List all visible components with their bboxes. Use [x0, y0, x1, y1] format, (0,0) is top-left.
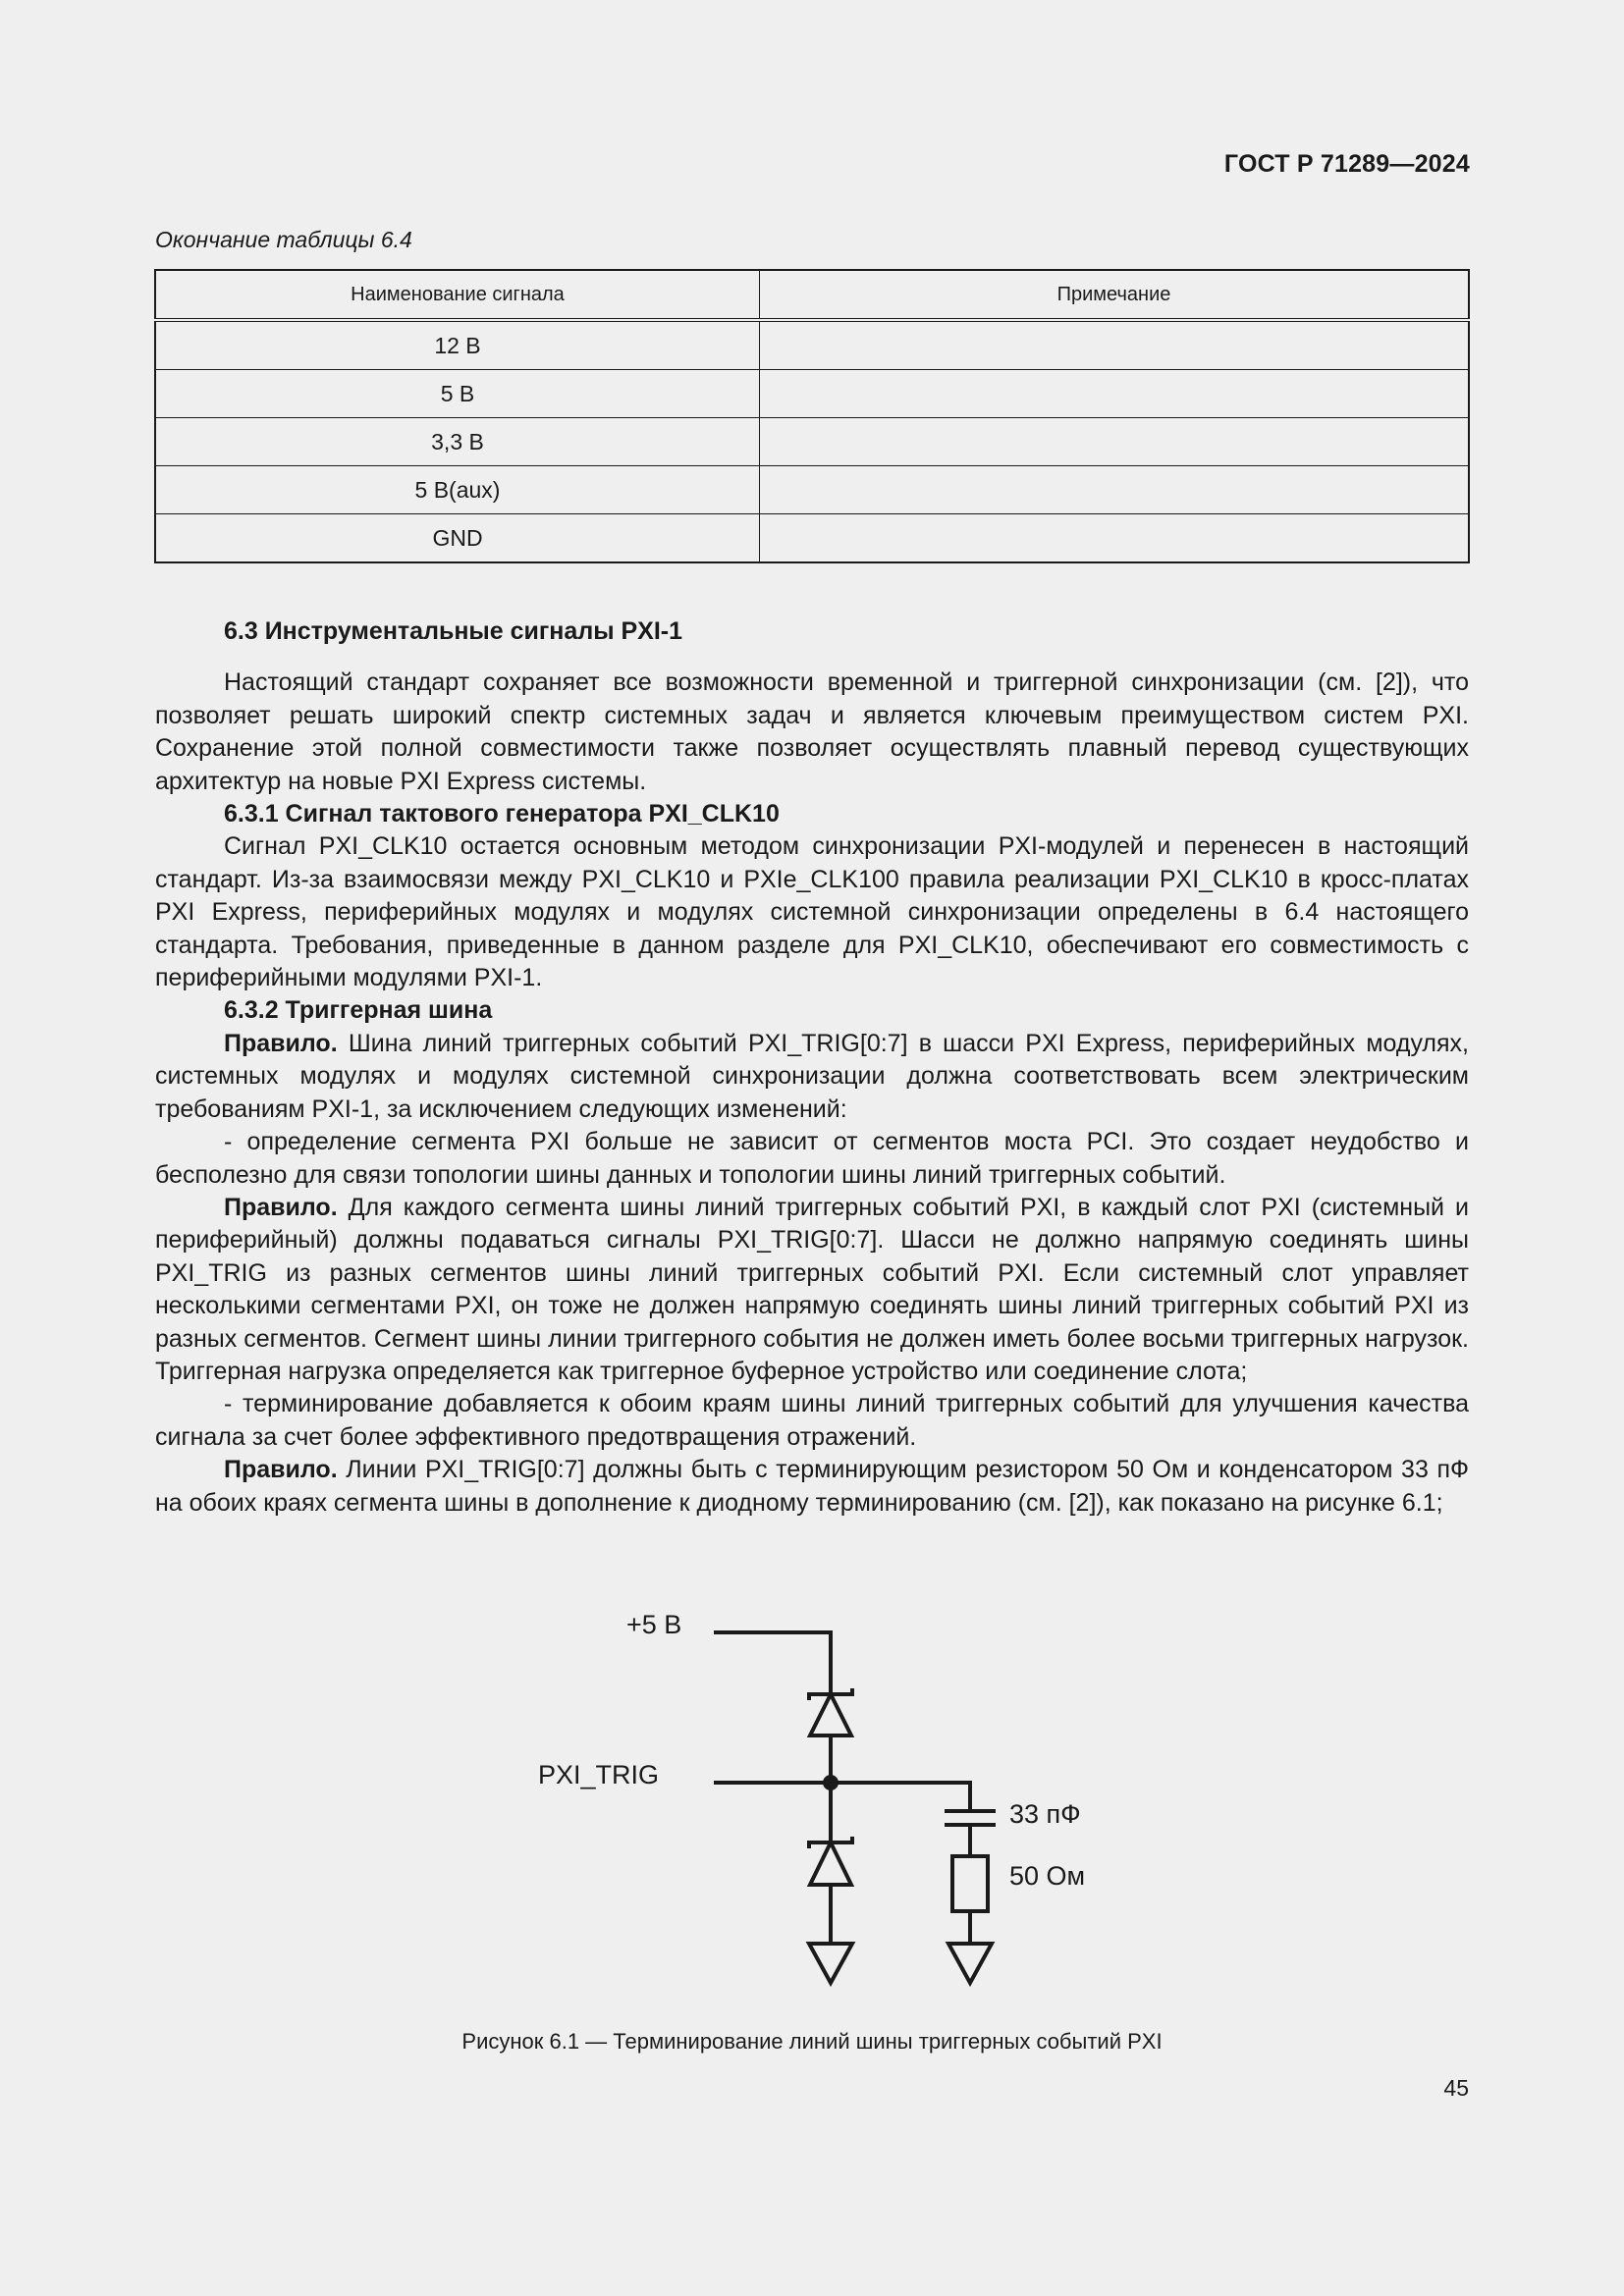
note-cell [760, 418, 1470, 466]
document-code: ГОСТ Р 71289—2024 [1223, 150, 1470, 178]
column-header-signal: Наименование сигнала [155, 270, 760, 320]
lower-diode-symbol [810, 1842, 851, 1885]
subsection-text-clk10: Сигнал PXI_CLK10 остается основным методом синхронизации PXI-модулей и перенесен в настоящий стандарт. Из-за взаимосвязи между PXI_CLK10 и PXIe_CLK100 правила реализации PXI_CLK10 в кросс-платах PXI Express, периферийных модулях и модулях системной синхронизации определены в 6.4 настоящего стандарта. Требования, приведенные в данном разделе для PXI_CLK10, обеспечивают его совместимость с периферийными модулями PXI-1. [155, 832, 1469, 992]
rule-text: Для каждого сегмента шины линий триггерных событий PXI, в каждый слот PXI (системный и периферийный) должны подаваться сигналы PXI_TRIG[0:7]. Шасси не должно напрямую соединять шины PXI_TRIG из разных сегментов шины линий триггерных событий PXI. Если системный слот управляет несколькими сегментами PXI, он тоже не должен напрямую соединять шины линий триггерных событий PXI из разных сегментов. Сегмент шины линии триггерного события не должен иметь более восьми триггерных нагрузок. Триггерная нагрузка определяется как триггерное буферное устройство или соединение слота; [155, 1193, 1469, 1385]
page-number: 45 [1443, 2075, 1469, 2101]
signal-cell: 3,3 В [155, 418, 760, 466]
junction-dot [823, 1775, 839, 1790]
upper-diode-symbol [810, 1694, 851, 1735]
figure-caption: Рисунок 6.1 — Терминирование линий шины триггерных событий PXI [461, 2029, 1163, 2054]
table-row [155, 418, 1469, 466]
section-body [155, 615, 1469, 1520]
table-row [155, 466, 1469, 514]
list-item-termination: - терминирование добавляется к обоим краям шины линий триггерных событий для улучшения качества сигнала за счет более эффективного предотвращения отражений. [155, 1390, 1469, 1451]
rule-text: Линии PXI_TRIG[0:7] должны быть с терминирующим резистором 50 Ом и конденсатором 33 пФ на обоих краях сегмента шины в дополнение к диодному терминированию (см. [2]), как показано на рисунке 6.1; [155, 1456, 1469, 1517]
note-cell [760, 320, 1470, 370]
subsection-title-trigger-bus: 6.3.2 Триггерная шина [224, 996, 493, 1025]
capacitor-label: 33 пФ [1009, 1799, 1081, 1829]
signals-table [154, 269, 1470, 563]
signal-cell: 5 В [155, 370, 760, 418]
table-header-row [155, 270, 1469, 320]
rule-label: Правило. [224, 1456, 338, 1484]
upper-diode-cathode [809, 1688, 852, 1700]
supply-label: +5 В [626, 1610, 682, 1639]
resistor-symbol [952, 1856, 988, 1911]
section-intro: Настоящий стандарт сохраняет все возможности временной и триггерной синхронизации (см. [2]), что позволяет решать широкий спектр системных задач и является ключевым преимуществом систем PXI. Сохранение этой полной совместимости также позволяет осуществлять плавный перевод существующих архитектур на новые PXI Express системы. [155, 668, 1469, 795]
list-item-segment-definition: - определение сегмента PXI больше не зависит от сегментов моста PCI. Это создает неудобство и бесполезно для связи топологии шины данных и топологии шины линий триггерных событий. [155, 1128, 1469, 1189]
note-cell [760, 514, 1470, 563]
ground-symbol-right [948, 1944, 992, 1983]
subsection-title-clk10: 6.3.1 Сигнал тактового генератора PXI_CLK10 [224, 800, 780, 828]
signal-cell: GND [155, 514, 760, 563]
note-cell [760, 370, 1470, 418]
signal-cell: 5 В(aux) [155, 466, 760, 514]
section-title: 6.3 Инструментальные сигналы PXI-1 [224, 617, 683, 645]
table-caption: Окончание таблицы 6.4 [155, 227, 412, 252]
rule-paragraph-2 [155, 1192, 1469, 1388]
signal-wire [714, 1783, 970, 1811]
rule-label: Правило. [224, 1029, 338, 1057]
table-row [155, 514, 1469, 563]
table-row [155, 320, 1469, 370]
supply-wire [714, 1632, 831, 1694]
lower-diode-cathode [809, 1837, 852, 1848]
signal-cell: 12 В [155, 320, 760, 370]
resistor-label: 50 Ом [1009, 1861, 1086, 1891]
signal-label: PXI_TRIG [538, 1760, 660, 1789]
rule-paragraph-1 [155, 1028, 1469, 1126]
ground-symbol-left [809, 1944, 852, 1983]
column-header-note: Примечание [760, 270, 1470, 320]
rule-paragraph-3 [155, 1454, 1469, 1520]
table-row [155, 370, 1469, 418]
note-cell [760, 466, 1470, 514]
rule-text: Шина линий триггерных событий PXI_TRIG[0:7] в шасси PXI Express, периферийных модулях, системных модулях и модулях системной синхронизации должна соответствовать всем электрическим требованиям PXI-1, за исключением следующих изменений: [155, 1029, 1469, 1123]
rule-label: Правило. [224, 1193, 338, 1221]
